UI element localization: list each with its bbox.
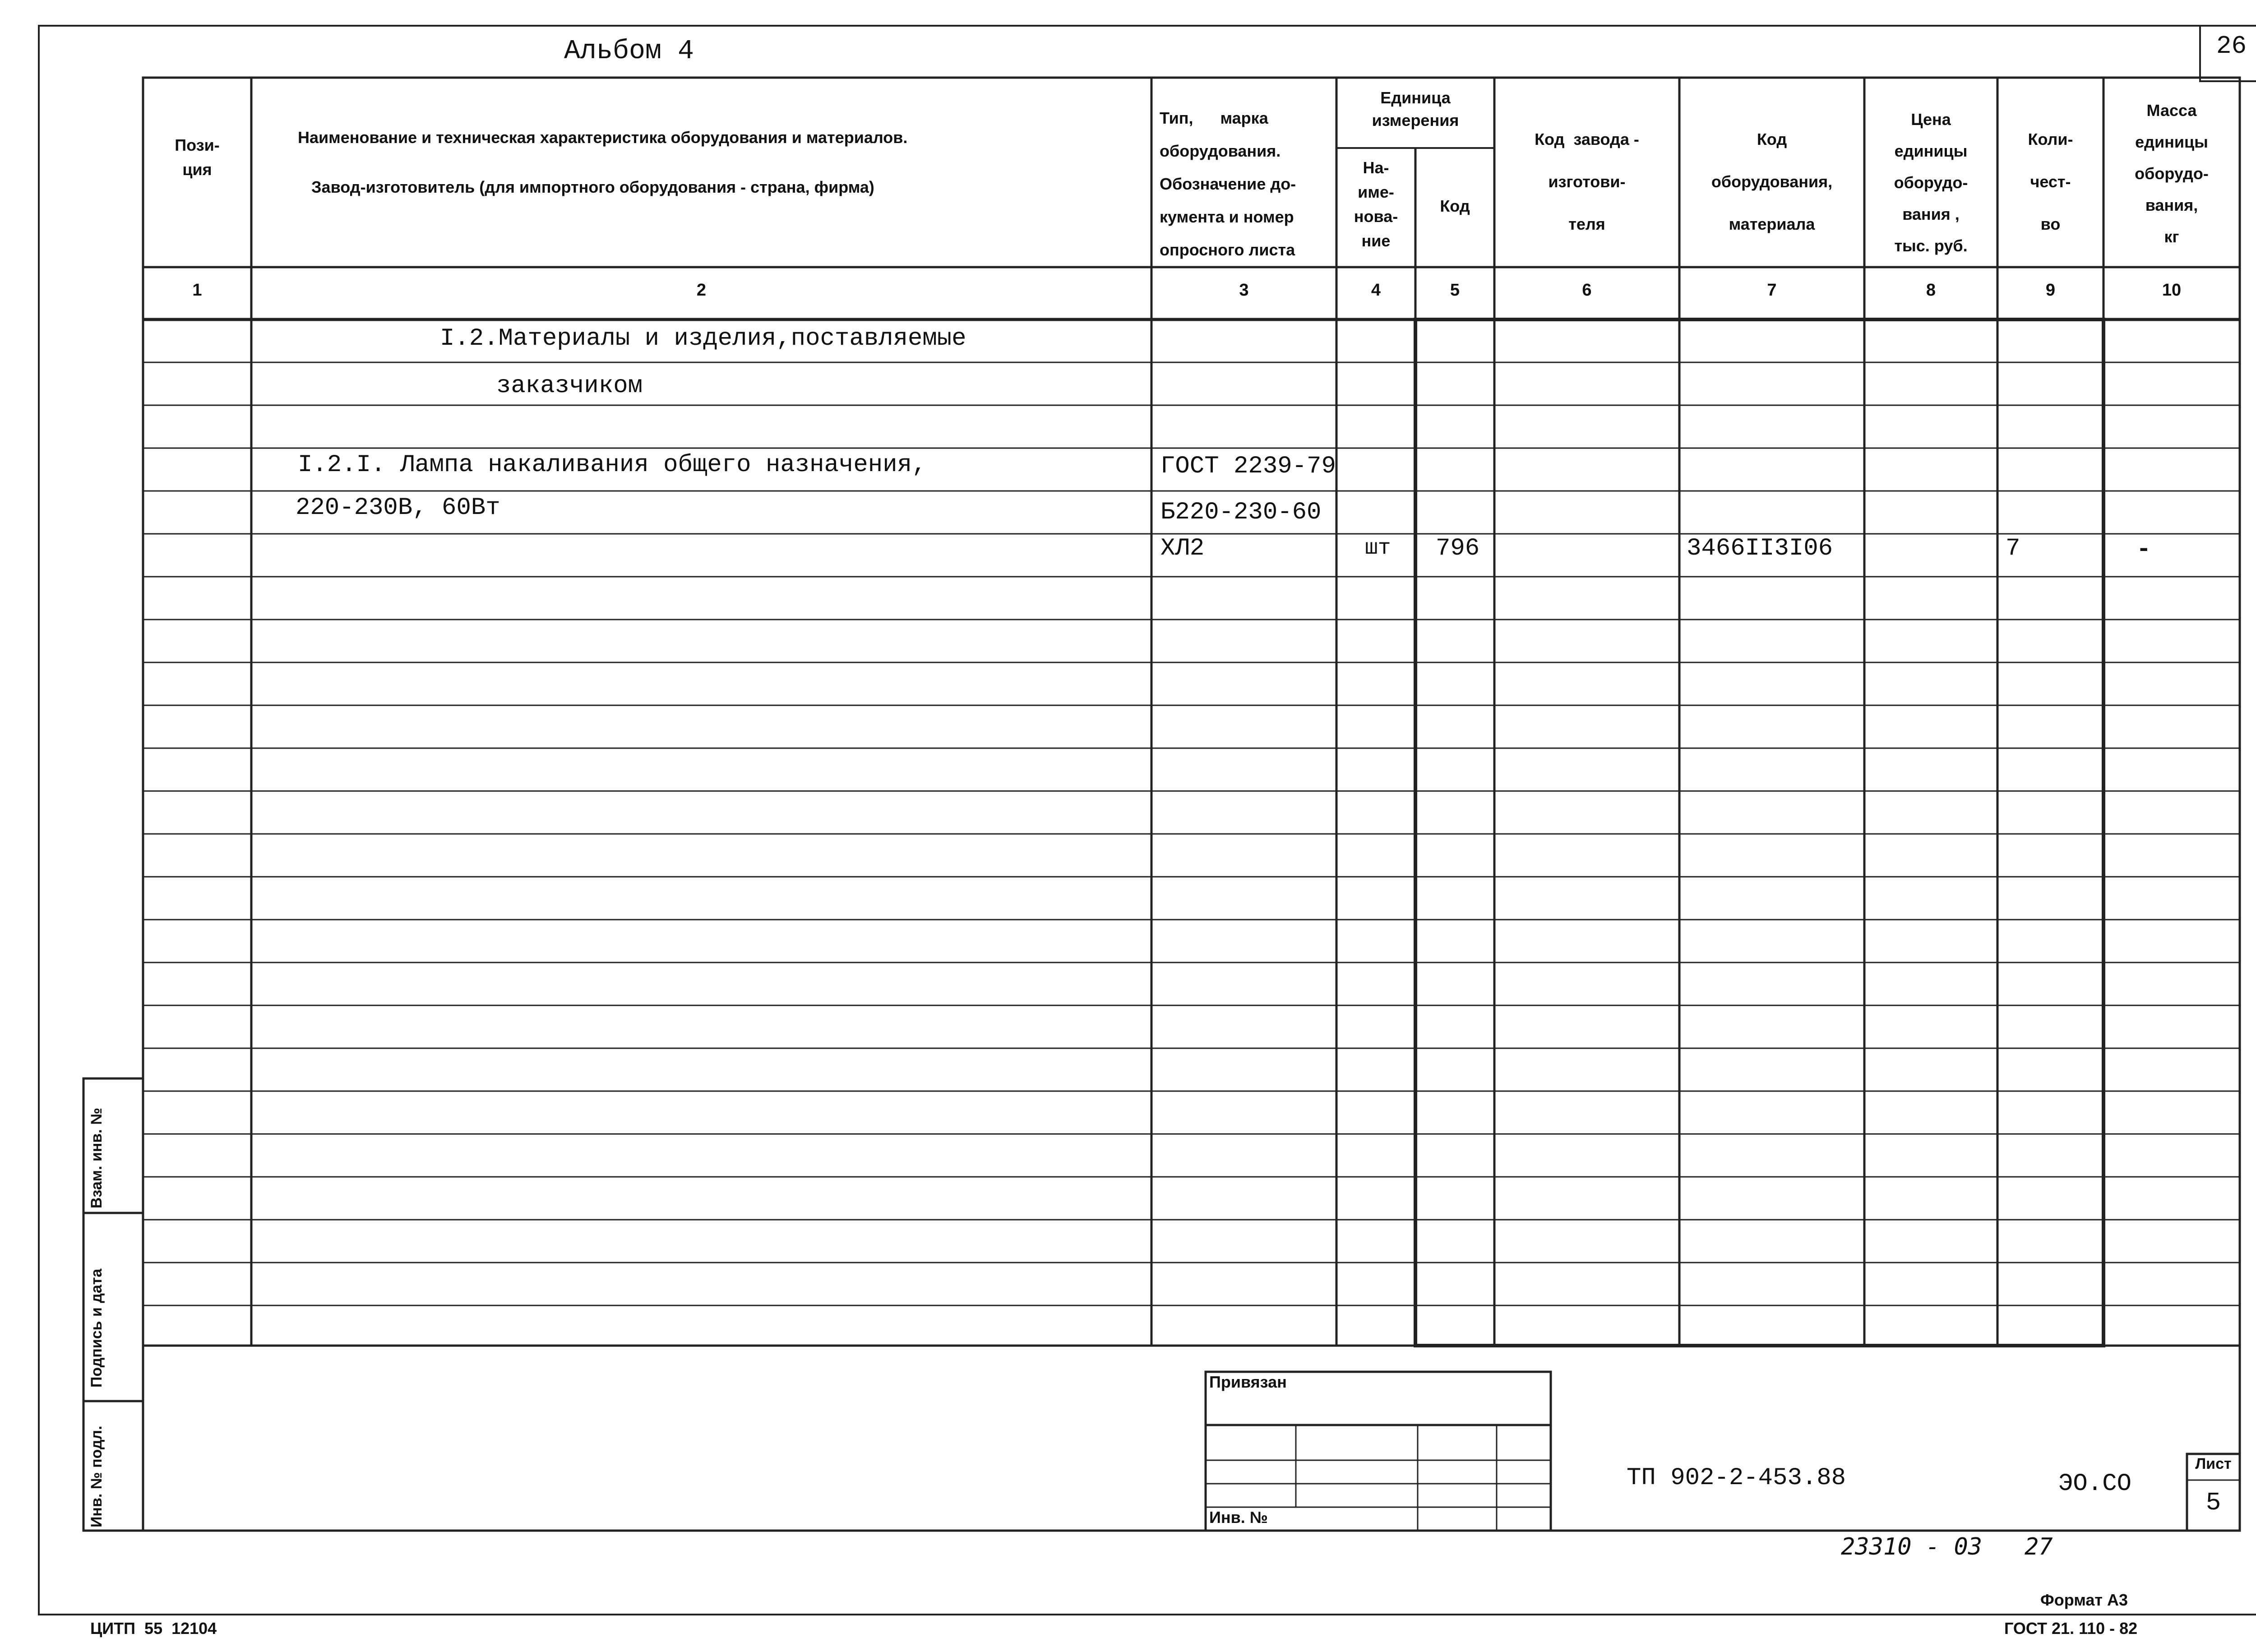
- stamp-doc-code: ТП 902-2-453.88: [1627, 1464, 1846, 1492]
- col-num-9: 9: [2045, 281, 2056, 300]
- col7-header: Код оборудования, материала: [1711, 130, 1833, 233]
- col-num-4: 4: [1371, 281, 1381, 300]
- item-material-code: 3466II3I06: [1687, 535, 1833, 562]
- stamp-list-label: Лист: [2195, 1455, 2232, 1472]
- col-num-3: 3: [1239, 281, 1249, 300]
- col2-header-line1: Наименование и техническая характеристика оборудования и материалов.: [298, 128, 908, 147]
- item-quantity: 7: [2006, 535, 2020, 562]
- gost-label: ГОСТ 21. 110 - 82: [2004, 1619, 2138, 1638]
- citp-label: ЦИТП 55 12104: [90, 1619, 217, 1638]
- album-label: Альбом 4: [564, 36, 694, 67]
- item-type-line3: ХЛ2: [1160, 535, 1205, 562]
- col3-header: Тип, марка оборудования. Обозначение до- кумента и номер опросного листа: [1160, 109, 1296, 259]
- stamp-inv-no: Инв. №: [1209, 1508, 1268, 1527]
- stamp-section-code: ЭО.СО: [2058, 1470, 2132, 1498]
- col-num-5: 5: [1450, 281, 1460, 300]
- item-mass: -: [2136, 536, 2151, 564]
- col1-header: Пози- ция: [175, 136, 220, 179]
- item-type-line2: Б220-230-60: [1160, 499, 1322, 526]
- col-num-8: 8: [1926, 281, 1936, 300]
- item-unit: шт: [1365, 536, 1391, 560]
- item-title-line1: I.2.I. Лампа накаливания общего назначения,: [298, 451, 927, 479]
- col8-header: Цена единицы оборудо- вания , тыс. руб.: [1894, 110, 1968, 255]
- col6-header: Код завода - изготови- теля: [1535, 130, 1639, 233]
- side-label-inv-podl: Инв. № подл.: [88, 1425, 105, 1527]
- unit-group-header: Единица измерения: [1372, 88, 1459, 130]
- col4-header: На- име- нова- ние: [1354, 158, 1398, 250]
- section-title-line2: заказчиком: [496, 372, 643, 400]
- handwritten-number: 23310 - 03 27: [1841, 1533, 2053, 1560]
- side-label-vzam-inv: Взам. инв. №: [88, 1107, 105, 1208]
- section-title-line1: I.2.Материалы и изделия,поставляемые: [440, 325, 966, 352]
- col-num-10: 10: [2162, 281, 2182, 300]
- col-num-7: 7: [1767, 281, 1777, 300]
- side-label-podpis-data: Подпись и дата: [88, 1268, 105, 1388]
- col10-header: Масса единицы оборудо- вания, кг: [2135, 101, 2209, 246]
- corner-page-number: 26: [2216, 32, 2247, 60]
- stamp-privyazan: Привязан: [1209, 1373, 1287, 1391]
- col5-header: Код: [1440, 197, 1470, 215]
- item-title-line2: 220-230В, 60Вт: [296, 494, 500, 522]
- col-num-1: 1: [192, 281, 202, 300]
- col2-header-line2: Завод-изготовитель (для импортного оборудования - страна, фирма): [311, 178, 874, 196]
- stamp-list-value: 5: [2205, 1488, 2221, 1517]
- format-label: Формат А3: [2040, 1591, 2128, 1609]
- item-type-line1: ГОСТ 2239-79: [1160, 453, 1336, 480]
- item-unit-code: 796: [1436, 535, 1480, 562]
- col-num-6: 6: [1582, 281, 1592, 300]
- col-num-2: 2: [696, 281, 707, 300]
- col9-header: Коли- чест- во: [2028, 130, 2073, 233]
